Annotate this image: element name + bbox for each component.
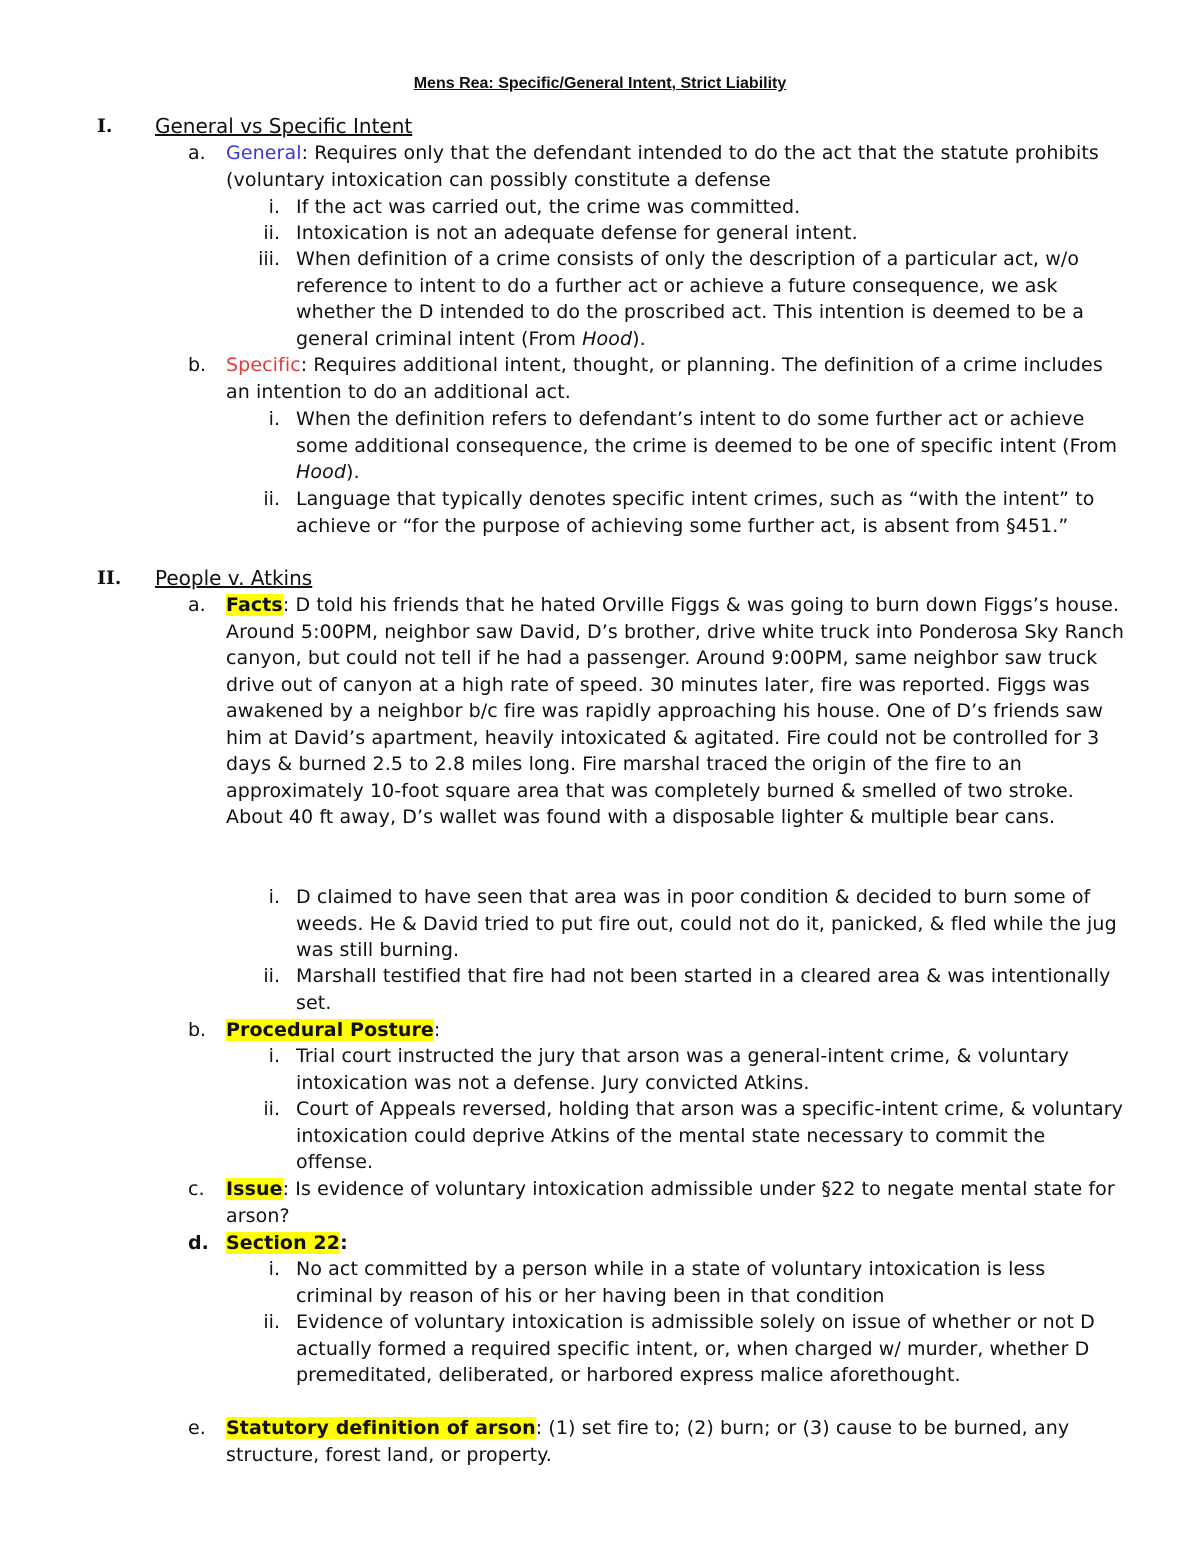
item-marker: a.	[188, 594, 206, 616]
subitem-marker: ii.	[263, 222, 280, 244]
specific-label: Specific	[226, 354, 301, 376]
subitem-marker: ii.	[263, 1098, 280, 1120]
subitem-text: Marshall testified that fire had not been started in a cleared area & was intentionally set.	[296, 965, 1111, 1014]
statutory-definition-label: Statutory definition of arson	[226, 1417, 536, 1439]
list-item-section-22	[226, 1230, 1126, 1257]
item-text: : Requires additional intent, thought, or planning. The definition of a crime includes an intention to do an additional act.	[226, 354, 1103, 403]
section-marker: I.	[97, 115, 113, 137]
subitem-text: Trial court instructed the jury that arson was a general-intent crime, & voluntary intoxication was not a defense. Jury convicted Atkins.	[296, 1045, 1069, 1094]
item-marker: b.	[188, 1019, 207, 1041]
subitem-text: Evidence of voluntary intoxication is admissible solely on issue of whether or not D actually formed a required specific intent, or, when charged w/ murder, whether D premeditated, deliberated, or harbored express malice aforethought.	[296, 1311, 1095, 1386]
subitem-text: No act committed by a person while in a state of voluntary intoxication is less criminal by reason of his or her having been in that condition	[296, 1258, 1046, 1307]
subitem-marker: ii.	[263, 488, 280, 510]
list-item-issue	[226, 1176, 1126, 1229]
item-text: :	[433, 1019, 441, 1041]
section-title: General vs Specific Intent	[155, 114, 413, 138]
general-label: General	[226, 142, 302, 164]
case-name-hood: Hood	[296, 461, 346, 483]
subitem-text: When definition of a crime consists of only the description of a particular act, w/o reference to intent to do a further act or achieve a future consequence, we ask whether the D intended to do the proscribed act. This intention is deemed to be a general criminal intent (From Hood).	[296, 248, 1084, 350]
case-name-hood: Hood	[582, 327, 633, 350]
list-item-general	[226, 140, 1126, 193]
item-marker: b.	[188, 354, 207, 376]
item-text: : (1) set fire to; (2) burn; or (3) cause to be burned, any structure, forest land, or property.	[226, 1417, 1070, 1466]
section-22-label: Section 22	[226, 1232, 341, 1254]
subitem-marker: i.	[268, 886, 280, 908]
item-marker: e.	[188, 1417, 206, 1439]
item-marker: d.	[188, 1232, 209, 1254]
item-text: : Is evidence of voluntary intoxication admissible under §22 to negate mental state for arson?	[226, 1178, 1115, 1227]
list-item-procedural-posture	[226, 1017, 1126, 1044]
facts-label: Facts	[226, 594, 283, 616]
list-item-statutory-definition	[226, 1415, 1126, 1468]
subitem-marker: i.	[268, 1045, 280, 1067]
item-text: :	[340, 1232, 348, 1254]
subitem-text: Intoxication is not an adequate defense for general intent.	[296, 222, 858, 244]
issue-label: Issue	[226, 1178, 283, 1200]
subitem-text: Court of Appeals reversed, holding that arson was a specific-intent crime, & voluntary intoxication could deprive Atkins of the mental state necessary to commit the offense.	[296, 1098, 1124, 1173]
section-marker: II.	[97, 567, 122, 589]
item-marker: a.	[188, 142, 206, 164]
subitem-marker: i.	[268, 196, 280, 218]
subitem-marker: ii.	[263, 1311, 280, 1333]
section-title: People v. Atkins	[155, 566, 313, 590]
subitem-marker: ii.	[263, 965, 280, 987]
list-item-specific	[226, 352, 1126, 405]
subitem-text: D claimed to have seen that area was in poor condition & decided to burn some of weeds. He & David tried to put fire out, could not do it, panicked, & fled while the jug was still burning.	[296, 886, 1117, 961]
subitem-marker: i.	[268, 1258, 280, 1280]
subitem-text: If the act was carried out, the crime was committed.	[296, 196, 801, 218]
subitem-text: When the definition refers to defendant’s intent to do some further act or achieve some additional consequence, the crime is deemed to be one of specific intent (From Hood).	[296, 408, 1118, 483]
subitem-text: Language that typically denotes specific intent crimes, such as “with the intent” to achieve or “for the purpose of achieving some further act, is absent from §451.”	[296, 488, 1095, 537]
subitem-marker: iii.	[258, 248, 280, 270]
item-marker: c.	[188, 1178, 205, 1200]
document-title: Mens Rea: Specific/General Intent, Strict Liability	[413, 75, 787, 92]
procedural-posture-label: Procedural Posture	[226, 1019, 434, 1041]
subitem-marker: i.	[268, 408, 280, 430]
item-text: : D told his friends that he hated Orville Figgs & was going to burn down Figgs’s house. Around 5:00PM, neighbor saw David, D’s brother, drive white truck into Ponderosa Sky Ranch canyon, but could not tell if he had a passenger. Around 9:00PM, same neighbor saw truck drive out of canyon at a high rate of speed. 30 minutes later, fire was reported. Figgs was awakened by a neighbor b/c fire was rapidly approaching his house. One of D’s friends saw him at David’s apartment, heavily intoxicated & agitated. Fire could not be controlled for 3 days & burned 2.5 to 2.8 miles long. Fire marshal traced the origin of the fire to an approximately 10-foot square area that was completely burned & smelled of two stroke. About 40 ft away, D’s wallet was found with a disposable lighter & multiple bear cans.	[226, 594, 1125, 828]
list-item-facts	[226, 592, 1126, 831]
item-text: : Requires only that the defendant intended to do the act that the statute prohibits (voluntary intoxication can possibly constitute a defense	[226, 142, 1099, 191]
